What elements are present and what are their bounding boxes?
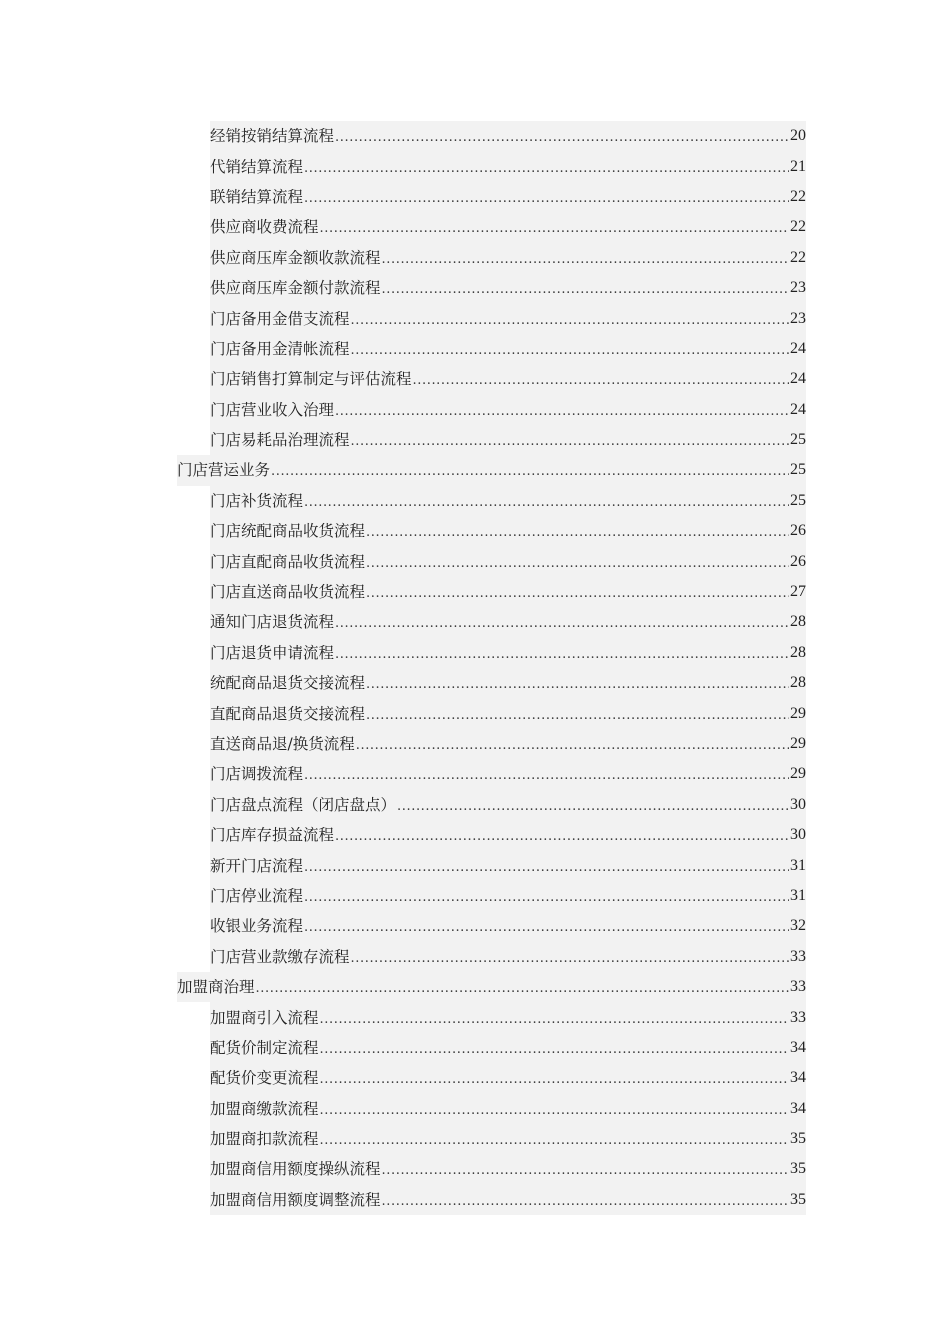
- toc-entry-page-number: 26: [790, 522, 806, 540]
- toc-entry-page-number: 24: [790, 400, 806, 418]
- toc-entry-title: 供应商压库金额付款流程: [210, 279, 381, 298]
- toc-entry-title: 加盟商缴款流程: [210, 1099, 319, 1118]
- toc-dot-leader: [366, 518, 789, 548]
- toc-entry-page-number: 31: [790, 886, 806, 904]
- toc-dot-leader: [335, 609, 789, 639]
- toc-entry-title: 加盟商扣款流程: [210, 1130, 319, 1149]
- toc-entry-title: 加盟商信用额度操纵流程: [210, 1160, 381, 1179]
- toc-dot-leader: [382, 275, 789, 305]
- toc-entry-page-number: 20: [790, 127, 806, 145]
- toc-entry-page-number: 33: [790, 1008, 806, 1026]
- toc-entry-title: 门店备用金清帐流程: [210, 339, 350, 358]
- toc-entry-page-number: 26: [790, 552, 806, 570]
- toc-entry-page-number: 33: [790, 978, 806, 996]
- toc-entry-page-number: 34: [790, 1069, 806, 1087]
- toc-dot-leader: [271, 457, 789, 487]
- toc-entry-title: 门店直配商品收货流程: [210, 552, 366, 571]
- toc-entry-page-number: 35: [790, 1190, 806, 1208]
- toc-entry-page-number: 28: [790, 643, 806, 661]
- toc-dot-leader: [320, 1065, 789, 1095]
- toc-dot-leader: [356, 731, 789, 761]
- toc-entry-title: 门店盘点流程（闭店盘点）: [210, 795, 397, 814]
- toc-entry-page-number: 34: [790, 1038, 806, 1056]
- toc-entry-title: 统配商品退货交接流程: [210, 674, 366, 693]
- toc-entry-title: 门店统配商品收货流程: [210, 522, 366, 541]
- toc-dot-leader: [335, 822, 789, 852]
- toc-entry-page-number: 25: [790, 461, 806, 479]
- toc-entry[interactable]: [210, 942, 806, 972]
- toc-entry[interactable]: [210, 1094, 806, 1124]
- toc-entry[interactable]: [210, 850, 806, 880]
- toc-dot-leader: [397, 792, 789, 822]
- toc-entry[interactable]: [210, 395, 806, 425]
- toc-entry[interactable]: [210, 668, 806, 698]
- toc-dot-leader: [304, 883, 789, 913]
- toc-entry-page-number: 21: [790, 157, 806, 175]
- toc-entry-page-number: 32: [790, 917, 806, 935]
- toc-entry-title: 门店库存损益流程: [210, 826, 335, 845]
- toc-entry[interactable]: [210, 577, 806, 607]
- toc-entry-title: 门店营业款缴存流程: [210, 947, 350, 966]
- toc-entry[interactable]: [210, 1124, 806, 1154]
- toc-entry[interactable]: [210, 638, 806, 668]
- toc-entry[interactable]: [210, 698, 806, 728]
- toc-dot-leader: [304, 853, 789, 883]
- toc-entry-title: 门店退货申请流程: [210, 643, 335, 662]
- toc-entry-page-number: 23: [790, 309, 806, 327]
- toc-dot-leader: [320, 1126, 789, 1156]
- toc-entry[interactable]: [210, 820, 806, 850]
- toc-dot-leader: [320, 1035, 789, 1065]
- toc-entry[interactable]: [210, 486, 806, 516]
- toc-entry[interactable]: [210, 334, 806, 364]
- toc-entry-title: 加盟商引入流程: [210, 1008, 319, 1027]
- toc-entry[interactable]: [210, 729, 806, 759]
- toc-dot-leader: [351, 336, 789, 366]
- toc-entry-page-number: 31: [790, 856, 806, 874]
- toc-entry-title: 配货价制定流程: [210, 1038, 319, 1057]
- toc-entry[interactable]: [210, 1154, 806, 1184]
- toc-entry-page-number: 27: [790, 583, 806, 601]
- toc-entry-title: 供应商压库金额收款流程: [210, 248, 381, 267]
- toc-dot-leader: [351, 427, 789, 457]
- toc-entry-title: 供应商收费流程: [210, 218, 319, 237]
- toc-section-entry[interactable]: [177, 455, 806, 485]
- toc-dot-leader: [382, 1187, 789, 1217]
- toc-entry-title: 新开门店流程: [210, 856, 304, 875]
- toc-entry-title: 加盟商信用额度调整流程: [210, 1190, 381, 1209]
- toc-entry[interactable]: [210, 516, 806, 546]
- toc-dot-leader: [366, 670, 789, 700]
- toc-entry-title: 门店补货流程: [210, 491, 304, 510]
- toc-entry[interactable]: [210, 303, 806, 333]
- toc-entry-title: 联销结算流程: [210, 187, 304, 206]
- toc-dot-leader: [382, 245, 789, 275]
- toc-entry[interactable]: [210, 759, 806, 789]
- toc-entry[interactable]: [210, 1033, 806, 1063]
- toc-entry-page-number: 30: [790, 795, 806, 813]
- toc-dot-leader: [366, 579, 789, 609]
- toc-entry-page-number: 33: [790, 947, 806, 965]
- toc-dot-leader: [320, 1096, 789, 1126]
- toc-entry[interactable]: [210, 121, 806, 151]
- toc-dot-leader: [320, 214, 789, 244]
- toc-entry-title: 直配商品退货交接流程: [210, 704, 366, 723]
- toc-entry[interactable]: [210, 546, 806, 576]
- toc-dot-leader: [366, 549, 789, 579]
- toc-entry-title: 门店销售打算制定与评估流程: [210, 370, 412, 389]
- toc-entry-page-number: 35: [790, 1160, 806, 1178]
- toc-entry[interactable]: [210, 881, 806, 911]
- toc-entry-page-number: 28: [790, 674, 806, 692]
- toc-entry-page-number: 24: [790, 370, 806, 388]
- toc-entry[interactable]: [210, 1185, 806, 1215]
- toc-entry-page-number: 35: [790, 1130, 806, 1148]
- toc-entry[interactable]: [210, 151, 806, 181]
- toc-entry-page-number: 25: [790, 431, 806, 449]
- toc-entry-title: 直送商品退/换货流程: [210, 735, 355, 753]
- toc-entry-title: 配货价变更流程: [210, 1069, 319, 1088]
- toc-dot-leader: [382, 1156, 789, 1186]
- toc-entry-page-number: 28: [790, 613, 806, 631]
- toc-section-entry[interactable]: [177, 972, 806, 1002]
- toc-dot-leader: [351, 944, 789, 974]
- toc-entry-page-number: 24: [790, 339, 806, 357]
- toc-entry-title: 代销结算流程: [210, 157, 304, 176]
- toc-dot-leader: [304, 488, 789, 518]
- toc-entry-page-number: 22: [790, 218, 806, 236]
- toc-entry[interactable]: [210, 1002, 806, 1032]
- toc-dot-leader: [413, 366, 789, 396]
- toc-entry-page-number: 29: [790, 735, 806, 752]
- toc-dot-leader: [320, 1005, 789, 1035]
- toc-dot-leader: [256, 974, 789, 1004]
- toc-entry[interactable]: [210, 364, 806, 394]
- toc-dot-leader: [335, 640, 789, 670]
- toc-entry[interactable]: [210, 911, 806, 941]
- toc-dot-leader: [366, 701, 789, 731]
- toc-dot-leader: [304, 184, 789, 214]
- toc-entry-title: 门店停业流程: [210, 886, 304, 905]
- toc-entry-title: 收银业务流程: [210, 917, 304, 936]
- toc-entry[interactable]: [210, 1063, 806, 1093]
- toc-entry-title: 门店调拨流程: [210, 765, 304, 784]
- toc-entry[interactable]: [210, 790, 806, 820]
- toc-entry-page-number: 29: [790, 704, 806, 722]
- toc-entry[interactable]: [210, 182, 806, 212]
- toc-entry-page-number: 30: [790, 826, 806, 844]
- toc-entry-title: 门店营业收入治理: [210, 400, 335, 419]
- toc-entry-title: 门店易耗品治理流程: [210, 431, 350, 450]
- toc-entry[interactable]: [210, 243, 806, 273]
- toc-dot-leader: [304, 761, 789, 791]
- toc-entry-page-number: 29: [790, 765, 806, 783]
- toc-entry[interactable]: [210, 212, 806, 242]
- toc-entry[interactable]: [210, 425, 806, 455]
- toc-entry[interactable]: [210, 607, 806, 637]
- toc-entry-page-number: 23: [790, 279, 806, 297]
- toc-dot-leader: [351, 306, 789, 336]
- toc-entry-page-number: 25: [790, 491, 806, 509]
- toc-dot-leader: [304, 913, 789, 943]
- toc-dot-leader: [335, 397, 789, 427]
- toc-entry-title: 门店备用金借支流程: [210, 309, 350, 328]
- toc-entry-title: 通知门店退货流程: [210, 613, 335, 632]
- toc-entry[interactable]: [210, 273, 806, 303]
- toc-entry-title: 经销按销结算流程: [210, 127, 335, 146]
- table-of-contents: [0, 121, 950, 1215]
- toc-dot-leader: [304, 154, 789, 184]
- toc-entry-page-number: 34: [790, 1099, 806, 1117]
- toc-entry-title: 加盟商治理: [177, 978, 255, 997]
- toc-dot-leader: [335, 123, 789, 153]
- toc-entry-page-number: 22: [790, 248, 806, 266]
- toc-entry-title: 门店营运业务: [177, 461, 271, 480]
- toc-entry-title: 门店直送商品收货流程: [210, 583, 366, 602]
- toc-entry-page-number: 22: [790, 187, 806, 205]
